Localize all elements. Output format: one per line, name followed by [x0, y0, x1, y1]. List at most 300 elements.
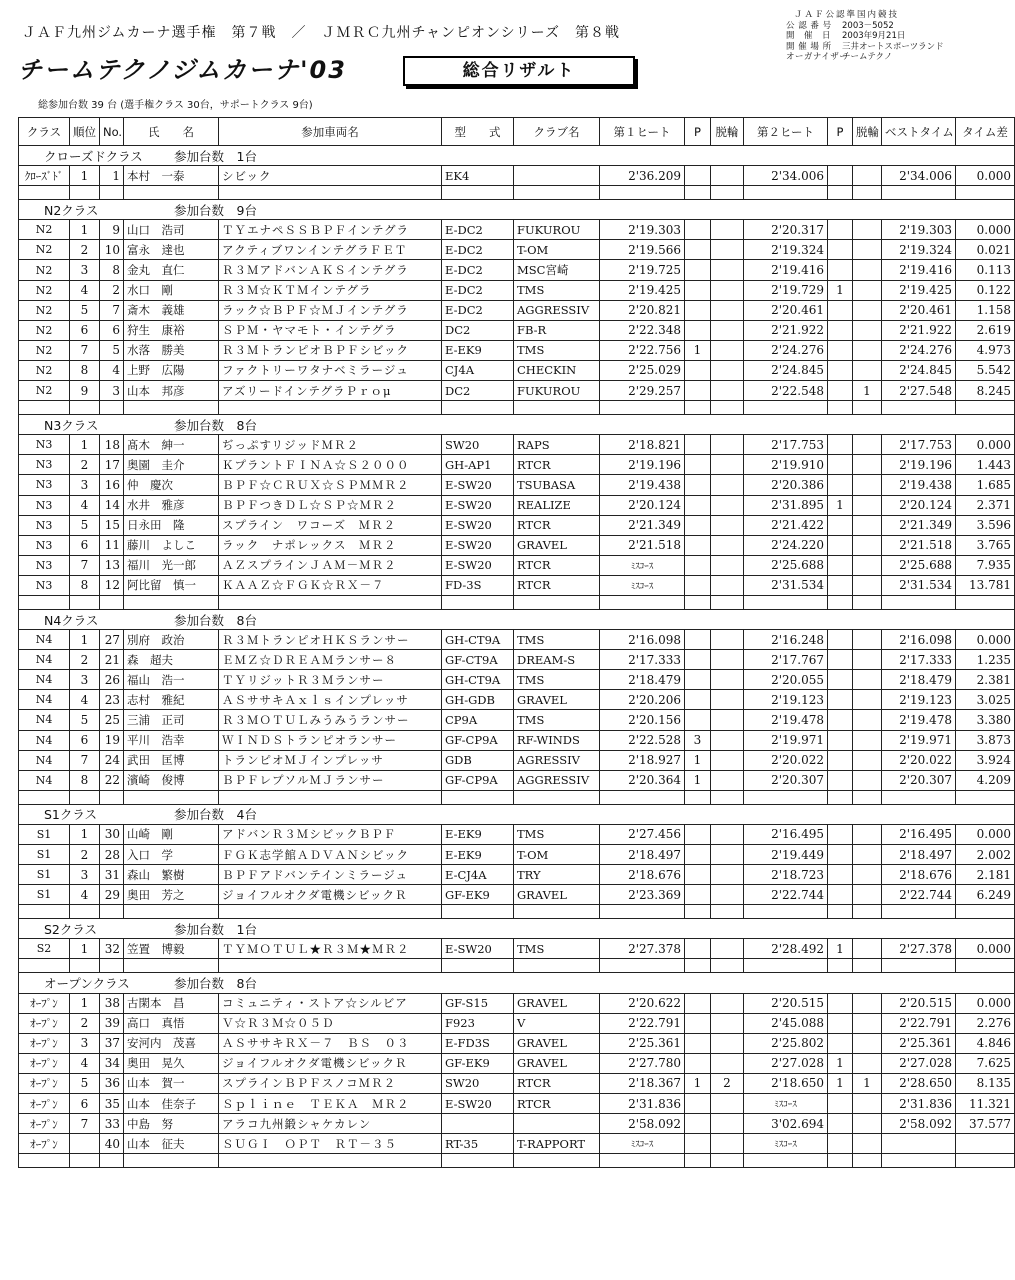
- empty-cell: [514, 401, 600, 415]
- table-cell: N2: [19, 381, 70, 401]
- empty-cell: [219, 790, 442, 804]
- empty-cell: [70, 790, 100, 804]
- table-cell: 30: [100, 824, 124, 844]
- table-cell: ＦＧＫ志学館ＡＤＶＡＮシビック: [219, 845, 442, 865]
- table-cell: 2'19.196: [882, 455, 956, 475]
- class-header-row: [19, 415, 1015, 435]
- permit-label: 公 認 番 号: [786, 20, 832, 31]
- table-cell: 0.122: [956, 280, 1015, 300]
- table-cell: 安河内 茂喜: [124, 1033, 219, 1053]
- empty-cell: [124, 959, 219, 973]
- table-cell: 2'22.348: [600, 320, 685, 340]
- table-cell: 17: [100, 455, 124, 475]
- empty-cell: [219, 401, 442, 415]
- empty-cell: [685, 401, 711, 415]
- table-cell: 2'22.528: [600, 730, 685, 750]
- class-count: 参加台数 4台: [174, 807, 257, 823]
- empty-cell: [600, 959, 685, 973]
- empty-cell: [442, 790, 514, 804]
- table-cell: 3'02.694: [744, 1114, 828, 1134]
- table-cell: [853, 535, 882, 555]
- table-cell: FD-3S: [442, 575, 514, 595]
- table-cell: [711, 575, 744, 595]
- class-header: [19, 146, 1015, 166]
- table-cell: T-OM: [514, 845, 600, 865]
- table-cell: 9: [70, 381, 100, 401]
- table-cell: [685, 710, 711, 730]
- table-cell: 6: [70, 730, 100, 750]
- table-cell: [711, 1013, 744, 1033]
- empty-cell: [100, 905, 124, 919]
- table-cell: RT-35: [442, 1134, 514, 1154]
- empty-cell: [19, 790, 70, 804]
- table-cell: RTCR: [514, 515, 600, 535]
- table-cell: 2'22.756: [600, 340, 685, 360]
- table-row: [19, 1134, 1015, 1154]
- table-cell: ｵｰﾌﾟﾝ: [19, 1134, 70, 1154]
- table-cell: [853, 993, 882, 1013]
- table-cell: 山本 邦彦: [124, 381, 219, 401]
- class-header-row: [19, 200, 1015, 220]
- table-cell: 2'19.416: [882, 260, 956, 280]
- table-cell: S1: [19, 845, 70, 865]
- table-cell: 藤川 よしこ: [124, 535, 219, 555]
- table-cell: 27: [100, 630, 124, 650]
- table-cell: 2'31.836: [600, 1094, 685, 1114]
- table-cell: ジョイフルオクダ電機シビックＲ: [219, 1053, 442, 1073]
- empty-cell: [711, 401, 744, 415]
- table-cell: [711, 730, 744, 750]
- column-header: 順位: [70, 118, 100, 146]
- table-cell: 2'19.303: [600, 220, 685, 240]
- table-cell: [711, 340, 744, 360]
- table-cell: V: [514, 1013, 600, 1033]
- empty-cell: [956, 959, 1015, 973]
- table-cell: 奥田 芳之: [124, 885, 219, 905]
- table-cell: 0.000: [956, 630, 1015, 650]
- table-cell: [711, 360, 744, 380]
- table-cell: 2'20.124: [882, 495, 956, 515]
- empty-cell: [711, 959, 744, 973]
- table-cell: [853, 630, 882, 650]
- table-cell: 2'18.650: [744, 1073, 828, 1093]
- empty-cell: [882, 186, 956, 200]
- event-title: チームテクノジムカーナ'03: [18, 56, 347, 84]
- table-cell: 2'20.206: [600, 690, 685, 710]
- table-cell: アズリードインテグラＰｒｏμ: [219, 381, 442, 401]
- empty-cell: [600, 790, 685, 804]
- table-cell: 髙木 紳一: [124, 435, 219, 455]
- table-cell: [853, 730, 882, 750]
- table-cell: [685, 993, 711, 1013]
- table-cell: [853, 845, 882, 865]
- empty-cell: [853, 401, 882, 415]
- table-cell: 23: [100, 690, 124, 710]
- table-cell: E-SW20: [442, 475, 514, 495]
- table-cell: 2'19.566: [600, 240, 685, 260]
- class-count: 参加台数 8台: [174, 417, 257, 433]
- table-cell: [685, 280, 711, 300]
- table-cell: [853, 1114, 882, 1134]
- table-cell: [711, 220, 744, 240]
- result-title-box: 総合リザルト: [403, 56, 635, 86]
- table-cell: 28: [100, 845, 124, 865]
- table-cell: GF-S15: [442, 993, 514, 1013]
- empty-cell: [600, 595, 685, 609]
- table-row: [19, 824, 1015, 844]
- table-cell: T-RAPPORT: [514, 1134, 600, 1154]
- table-cell: [685, 475, 711, 495]
- empty-cell: [956, 790, 1015, 804]
- table-cell: 2'19.478: [744, 710, 828, 730]
- empty-cell: [19, 905, 70, 919]
- table-cell: [853, 1033, 882, 1053]
- table-cell: [853, 555, 882, 575]
- table-cell: 2'20.515: [744, 993, 828, 1013]
- table-cell: [828, 710, 853, 730]
- table-cell: TRY: [514, 865, 600, 885]
- table-cell: 2'20.022: [744, 750, 828, 770]
- table-cell: [853, 340, 882, 360]
- table-cell: 2'20.386: [744, 475, 828, 495]
- permit-number: 2003－5052: [842, 20, 894, 31]
- table-cell: [853, 1053, 882, 1073]
- empty-cell: [70, 186, 100, 200]
- table-cell: [711, 1134, 744, 1154]
- organizer-label: オーガナイザー: [786, 52, 849, 62]
- table-cell: [828, 1094, 853, 1114]
- spacer-row: [19, 1154, 1015, 1168]
- table-cell: 2'19.438: [882, 475, 956, 495]
- empty-cell: [600, 1154, 685, 1168]
- table-cell: 4: [70, 690, 100, 710]
- table-cell: 1: [70, 166, 100, 186]
- table-cell: TMS: [514, 340, 600, 360]
- table-cell: [685, 1053, 711, 1073]
- table-cell: [853, 575, 882, 595]
- table-cell: Ｓｐｌｉｎｅ ＴＥＫＡ ＭＲ２: [219, 1094, 442, 1114]
- column-header: No.: [100, 118, 124, 146]
- table-cell: GRAVEL: [514, 993, 600, 1013]
- table-cell: 5: [70, 1073, 100, 1093]
- table-cell: 5.542: [956, 360, 1015, 380]
- table-cell: [711, 690, 744, 710]
- class-count: 参加台数 8台: [174, 976, 257, 992]
- table-cell: 笠置 博毅: [124, 939, 219, 959]
- series-title: ＪＡＦ九州ジムカーナ選手権 第７戦 ／ ＪＭＲＣ九州チャンピオンシリーズ 第８戦: [22, 25, 620, 41]
- table-cell: 中島 努: [124, 1114, 219, 1134]
- table-cell: 3: [70, 1033, 100, 1053]
- table-cell: 2'18.676: [600, 865, 685, 885]
- table-cell: 31: [100, 865, 124, 885]
- event-date: 2003年9月21日: [842, 31, 906, 41]
- table-cell: 24: [100, 750, 124, 770]
- empty-cell: [19, 595, 70, 609]
- table-cell: [711, 885, 744, 905]
- table-cell: 2'34.006: [744, 166, 828, 186]
- table-cell: 2'16.495: [882, 824, 956, 844]
- empty-cell: [124, 1154, 219, 1168]
- table-cell: 2: [711, 1073, 744, 1093]
- table-cell: 2'25.361: [882, 1033, 956, 1053]
- empty-cell: [19, 186, 70, 200]
- table-cell: [711, 300, 744, 320]
- empty-cell: [514, 1154, 600, 1168]
- table-cell: GH-CT9A: [442, 630, 514, 650]
- table-cell: ﾐｽｺｰｽ: [600, 1134, 685, 1154]
- table-cell: [711, 993, 744, 1013]
- table-cell: 15: [100, 515, 124, 535]
- table-cell: 2'17.333: [882, 650, 956, 670]
- table-row: [19, 240, 1015, 260]
- table-row: [19, 993, 1015, 1013]
- table-cell: 25: [100, 710, 124, 730]
- empty-cell: [442, 595, 514, 609]
- table-cell: 2'20.124: [600, 495, 685, 515]
- results-body: [19, 146, 1015, 1168]
- table-cell: [828, 650, 853, 670]
- table-cell: 2'18.927: [600, 750, 685, 770]
- empty-cell: [711, 905, 744, 919]
- table-cell: 1: [853, 381, 882, 401]
- table-cell: FUKUROU: [514, 381, 600, 401]
- event-info: [786, 10, 944, 63]
- spacer-row: [19, 790, 1015, 804]
- column-header-row: [19, 118, 1015, 146]
- table-cell: 1: [685, 770, 711, 790]
- table-cell: 2'21.922: [744, 320, 828, 340]
- table-cell: [828, 340, 853, 360]
- table-cell: 6: [70, 1094, 100, 1114]
- table-cell: 0.113: [956, 260, 1015, 280]
- table-cell: 2'22.744: [744, 885, 828, 905]
- table-cell: [711, 939, 744, 959]
- table-cell: 2'25.688: [882, 555, 956, 575]
- table-cell: 1: [828, 1073, 853, 1093]
- table-cell: 2'20.515: [882, 993, 956, 1013]
- table-cell: 2'21.518: [600, 535, 685, 555]
- table-cell: N3: [19, 475, 70, 495]
- table-cell: [882, 1134, 956, 1154]
- table-cell: [853, 710, 882, 730]
- table-cell: [828, 575, 853, 595]
- table-cell: 奥園 圭介: [124, 455, 219, 475]
- table-cell: ｸﾛｰｽﾞﾄﾞ: [19, 166, 70, 186]
- table-cell: 0.000: [956, 824, 1015, 844]
- results-table: [18, 117, 1015, 1168]
- table-cell: 2'19.425: [600, 280, 685, 300]
- table-cell: 山本 征夫: [124, 1134, 219, 1154]
- table-cell: 2.371: [956, 495, 1015, 515]
- table-cell: 4: [70, 280, 100, 300]
- column-header: 第２ヒート: [744, 118, 828, 146]
- table-cell: 2'34.006: [882, 166, 956, 186]
- table-cell: [853, 690, 882, 710]
- table-cell: [853, 475, 882, 495]
- table-cell: [828, 555, 853, 575]
- table-cell: 水口 剛: [124, 280, 219, 300]
- empty-cell: [600, 905, 685, 919]
- table-cell: 斎木 義雄: [124, 300, 219, 320]
- table-cell: 2'17.753: [744, 435, 828, 455]
- table-cell: 2'24.276: [744, 340, 828, 360]
- table-cell: 1: [828, 1053, 853, 1073]
- table-cell: 2'22.791: [882, 1013, 956, 1033]
- table-cell: N3: [19, 435, 70, 455]
- empty-cell: [124, 790, 219, 804]
- table-cell: ＷＩＮＤＳトランピオランサー: [219, 730, 442, 750]
- table-cell: [853, 300, 882, 320]
- table-cell: 山崎 剛: [124, 824, 219, 844]
- table-cell: 2'19.123: [882, 690, 956, 710]
- empty-cell: [100, 186, 124, 200]
- column-header: 参加車両名: [219, 118, 442, 146]
- table-cell: [685, 360, 711, 380]
- table-cell: [685, 535, 711, 555]
- table-cell: GRAVEL: [514, 885, 600, 905]
- table-cell: [685, 240, 711, 260]
- table-cell: CJ4A: [442, 360, 514, 380]
- table-cell: ﾐｽｺｰｽ: [600, 555, 685, 575]
- table-cell: [828, 435, 853, 455]
- table-cell: ＡＺスプラインＪＡＭ－ＭＲ２: [219, 555, 442, 575]
- participant-count: 総参加台数 39 台 (選手権クラス 30台，サポートクラス 9台): [38, 100, 313, 111]
- table-row: [19, 555, 1015, 575]
- table-cell: 14: [100, 495, 124, 515]
- table-cell: 4: [70, 495, 100, 515]
- table-cell: [853, 240, 882, 260]
- table-cell: Ｒ３ＭトランピオＨＫＳランサー: [219, 630, 442, 650]
- table-cell: Ｖ☆Ｒ３Ｍ☆０５Ｄ: [219, 1013, 442, 1033]
- table-cell: 2'58.092: [882, 1114, 956, 1134]
- table-cell: [828, 515, 853, 535]
- table-cell: [711, 320, 744, 340]
- class-count: 参加台数 9台: [174, 202, 257, 218]
- table-cell: 8: [100, 260, 124, 280]
- table-cell: [685, 220, 711, 240]
- table-cell: 1: [70, 993, 100, 1013]
- table-cell: 2'24.845: [882, 360, 956, 380]
- table-cell: [828, 381, 853, 401]
- table-cell: 福川 光一郎: [124, 555, 219, 575]
- table-cell: 3.873: [956, 730, 1015, 750]
- empty-cell: [70, 595, 100, 609]
- table-row: [19, 435, 1015, 455]
- empty-cell: [124, 905, 219, 919]
- table-cell: [685, 260, 711, 280]
- table-cell: [828, 1033, 853, 1053]
- table-cell: 別府 政治: [124, 630, 219, 650]
- table-cell: [853, 1094, 882, 1114]
- table-cell: 6: [100, 320, 124, 340]
- table-cell: [685, 824, 711, 844]
- table-cell: [828, 885, 853, 905]
- table-cell: N4: [19, 730, 70, 750]
- table-cell: N4: [19, 770, 70, 790]
- empty-cell: [711, 186, 744, 200]
- empty-cell: [744, 186, 828, 200]
- table-cell: 山本 賀一: [124, 1073, 219, 1093]
- table-cell: GF-CP9A: [442, 770, 514, 790]
- table-cell: ｵｰﾌﾟﾝ: [19, 1094, 70, 1114]
- table-cell: GRAVEL: [514, 690, 600, 710]
- table-cell: [853, 515, 882, 535]
- empty-cell: [882, 595, 956, 609]
- table-cell: 6: [70, 320, 100, 340]
- table-cell: 三浦 正司: [124, 710, 219, 730]
- event-venue: 三井オートスポーツランド: [842, 41, 944, 52]
- empty-cell: [744, 1154, 828, 1168]
- table-cell: 2'25.802: [744, 1033, 828, 1053]
- table-cell: N2: [19, 320, 70, 340]
- table-cell: 2'24.220: [744, 535, 828, 555]
- empty-cell: [853, 595, 882, 609]
- table-cell: Ｒ３ＭアドバンＡＫＳインテグラ: [219, 260, 442, 280]
- empty-cell: [744, 959, 828, 973]
- table-cell: N4: [19, 630, 70, 650]
- table-cell: [853, 260, 882, 280]
- table-cell: N4: [19, 670, 70, 690]
- table-cell: [711, 750, 744, 770]
- table-cell: 8: [70, 770, 100, 790]
- table-cell: 2'29.257: [600, 381, 685, 401]
- table-cell: Ｒ３Ｍ☆ＫＴＭインテグラ: [219, 280, 442, 300]
- table-cell: [711, 535, 744, 555]
- class-header: [19, 415, 1015, 435]
- table-cell: 2'23.369: [600, 885, 685, 905]
- table-row: [19, 885, 1015, 905]
- table-cell: 8.135: [956, 1073, 1015, 1093]
- class-header: [19, 609, 1015, 629]
- table-cell: [828, 475, 853, 495]
- column-header: タイム差: [956, 118, 1015, 146]
- table-cell: 2'19.729: [744, 280, 828, 300]
- table-cell: [70, 1134, 100, 1154]
- table-cell: 7.625: [956, 1053, 1015, 1073]
- empty-cell: [219, 186, 442, 200]
- table-cell: SW20: [442, 1073, 514, 1093]
- table-cell: 2'21.349: [600, 515, 685, 535]
- class-title: S1クラス: [44, 807, 98, 823]
- table-cell: [828, 865, 853, 885]
- table-cell: [853, 1134, 882, 1154]
- table-cell: ＫＡＡＺ☆ＦＧＫ☆ＲＸ－７: [219, 575, 442, 595]
- table-cell: N2: [19, 360, 70, 380]
- table-cell: [711, 381, 744, 401]
- empty-cell: [219, 595, 442, 609]
- table-cell: 5: [70, 515, 100, 535]
- table-cell: [711, 166, 744, 186]
- table-cell: ｵｰﾌﾟﾝ: [19, 1114, 70, 1134]
- table-cell: 古閑本 昌: [124, 993, 219, 1013]
- table-cell: SW20: [442, 435, 514, 455]
- table-cell: [685, 690, 711, 710]
- table-cell: 0.000: [956, 993, 1015, 1013]
- table-cell: 1.685: [956, 475, 1015, 495]
- table-cell: 1: [70, 435, 100, 455]
- table-cell: 3: [70, 475, 100, 495]
- table-cell: [685, 865, 711, 885]
- table-cell: TSUBASA: [514, 475, 600, 495]
- table-cell: ＴＹエナペＳＳＢＰＦインテグラ: [219, 220, 442, 240]
- table-cell: S2: [19, 939, 70, 959]
- table-row: [19, 690, 1015, 710]
- table-cell: 1: [100, 166, 124, 186]
- table-cell: E-DC2: [442, 280, 514, 300]
- class-header-row: [19, 919, 1015, 939]
- table-cell: 日永田 隆: [124, 515, 219, 535]
- table-row: [19, 650, 1015, 670]
